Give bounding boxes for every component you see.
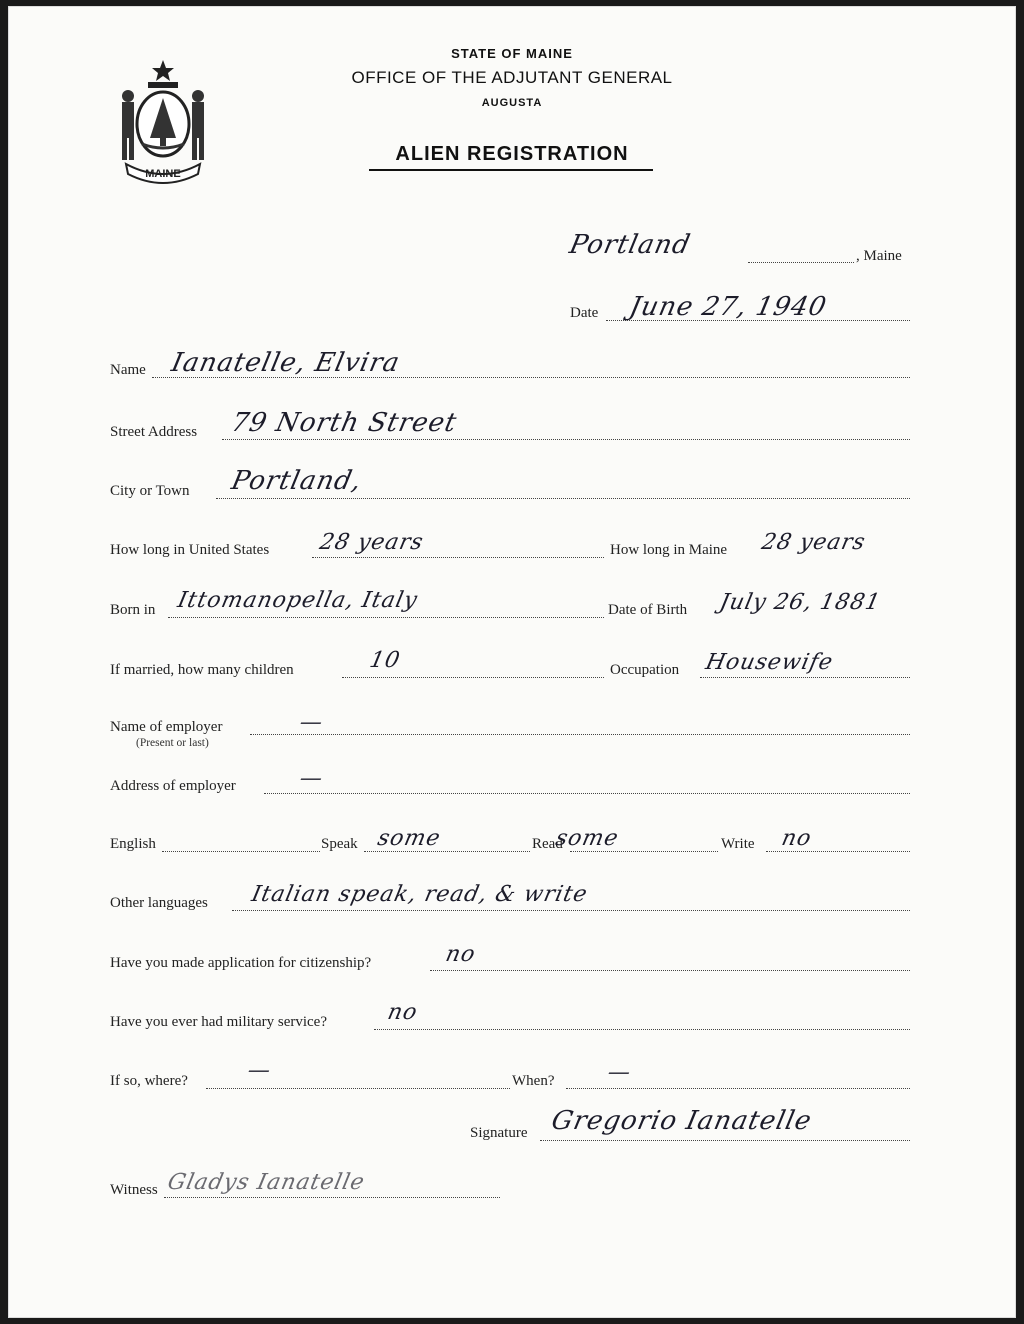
how-long-us-value[interactable]: 28 years	[317, 530, 427, 555]
when-dots	[566, 1088, 910, 1089]
military-dots	[374, 1029, 910, 1030]
signature-dots	[540, 1140, 910, 1141]
employer-name-dots	[250, 734, 910, 735]
city-value[interactable]: Portland,	[228, 466, 365, 496]
city-label: City or Town	[110, 483, 190, 499]
city-dots	[216, 498, 910, 499]
date-value[interactable]: June 27, 1940	[626, 292, 830, 322]
signature-label: Signature	[470, 1125, 528, 1141]
employer-name-sublabel: (Present or last)	[136, 737, 209, 749]
how-long-maine-label: How long in Maine	[610, 542, 728, 558]
witness-dots	[164, 1197, 500, 1198]
occupation-label: Occupation	[610, 662, 680, 678]
seal-text: MAINE	[145, 168, 181, 180]
how-long-us-label: How long in United States	[110, 542, 270, 558]
read-dots	[570, 851, 718, 852]
witness-label: Witness	[110, 1182, 158, 1198]
title-underline	[369, 169, 653, 171]
children-label: If married, how many children	[110, 662, 294, 678]
form-title: ALIEN REGISTRATION	[395, 143, 629, 165]
date-of-birth-label: Date of Birth	[608, 602, 688, 618]
english-label: English	[110, 836, 156, 852]
location-dots	[748, 262, 854, 263]
name-label: Name	[110, 362, 146, 378]
children-value[interactable]: 10	[367, 648, 403, 673]
born-in-value[interactable]: Ittomanopella, Italy	[175, 588, 421, 613]
date-label: Date	[570, 305, 599, 321]
where-value[interactable]: —	[245, 1058, 274, 1083]
header-state: STATE OF MAINE	[451, 46, 573, 61]
witness-value[interactable]: Gladys Ianatelle	[165, 1170, 368, 1195]
employer-name-value[interactable]: —	[297, 710, 326, 735]
when-value[interactable]: —	[605, 1060, 634, 1085]
born-in-label: Born in	[110, 602, 156, 618]
employer-address-dots	[264, 793, 910, 794]
write-dots	[766, 851, 910, 852]
location-suffix: , Maine	[856, 248, 902, 264]
date-of-birth-value[interactable]: July 26, 1881	[717, 590, 884, 615]
header-city: AUGUSTA	[481, 97, 543, 109]
other-languages-dots	[232, 910, 910, 911]
where-label: If so, where?	[110, 1073, 188, 1089]
children-dots	[342, 677, 604, 678]
military-value[interactable]: no	[385, 1000, 421, 1025]
english-dots	[162, 851, 320, 852]
street-address-value[interactable]: 79 North Street	[228, 408, 460, 438]
military-label: Have you ever had military service?	[110, 1014, 327, 1030]
occupation-dots	[700, 677, 910, 678]
street-address-dots	[222, 439, 910, 440]
header-office: OFFICE OF THE ADJUTANT GENERAL	[351, 68, 673, 87]
employer-name-label: Name of employer	[110, 719, 223, 735]
employer-address-value[interactable]: —	[297, 766, 326, 791]
speak-dots	[364, 851, 530, 852]
read-label: Read	[532, 836, 563, 852]
other-languages-label: Other languages	[110, 895, 208, 911]
write-value[interactable]: no	[779, 826, 815, 851]
employer-address-label: Address of employer	[110, 778, 236, 794]
citizenship-value[interactable]: no	[443, 942, 479, 967]
speak-label: Speak	[321, 836, 358, 852]
how-long-maine-value[interactable]: 28 years	[759, 530, 869, 555]
citizenship-label: Have you made application for citizenship?	[110, 955, 372, 971]
other-languages-value[interactable]: Italian speak, read, & write	[249, 882, 591, 907]
citizenship-dots	[430, 970, 910, 971]
write-label: Write	[721, 836, 755, 852]
signature-value[interactable]: Gregorio Ianatelle	[548, 1106, 815, 1136]
occupation-value[interactable]: Housewife	[703, 650, 836, 675]
when-label: When?	[512, 1073, 555, 1089]
street-address-label: Street Address	[110, 424, 198, 440]
name-value[interactable]: Ianatelle, Elvira	[168, 348, 403, 378]
speak-value[interactable]: some	[375, 826, 444, 851]
how-long-us-dots	[312, 557, 604, 558]
read-value[interactable]: some	[553, 826, 622, 851]
born-in-dots	[168, 617, 604, 618]
location-value[interactable]: Portland	[566, 230, 694, 260]
where-dots	[206, 1088, 510, 1089]
